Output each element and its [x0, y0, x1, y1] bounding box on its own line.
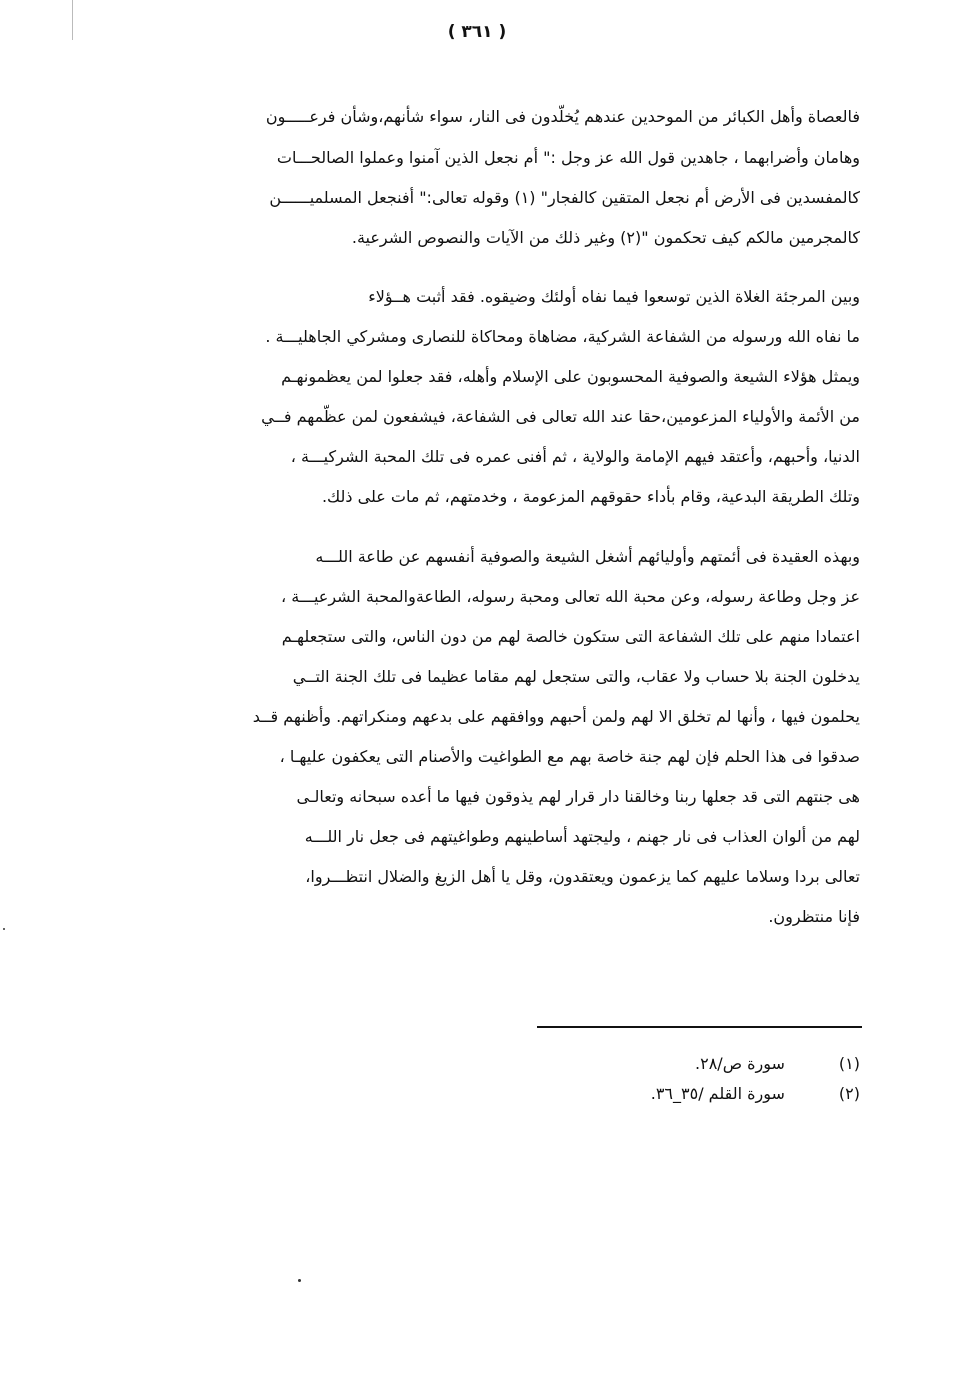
text-line: وبهذه العقيدة فى أئمتهم وأوليائهم أشغل الشيعة والصوفية أنفسهم عن طاعة اللـــه — [315, 547, 860, 566]
text-line: يدخلون الجنة بلا حساب ولا عقاب، والتى ستجعل لهم مقاما عظيما فى تلك الجنة التــي — [292, 667, 860, 686]
footnote-separator — [537, 1026, 862, 1028]
text-line: كالمفسدين فى الأرض أم نجعل المتقين كالفجار" (١) وقوله تعالى:" أفنجعل المسلميــــــن — [269, 188, 860, 207]
text-line: فالعصاة وأهل الكبائر من الموحدين عندهم يُخلّدون فى النار، سواء شأنهم،وشأن فرعـــــون — [265, 107, 860, 126]
text-line: ويمثل هؤلاء الشيعة والصوفية المحسوبون على الإسلام وأهله، فقد جعلوا لمن يعظمونهـم — [281, 367, 860, 386]
text-line: من الأئمة والأولياء المزعومين،حقا عند الله تعالى فى الشفاعة، فيشفعون لمن عظّمهم فــي — [261, 407, 860, 426]
text-line: تعالى بردا وسلاما عليهم كما يزعمون ويعتقدون، وقل يا أهل الزيغ والضلال انتظـــروا، — [305, 867, 860, 886]
text-line: وهامان وأضرابهما ، جاهدين قول الله عز وجل :" أم نجعل الذين آمنوا وعملوا الصالحـــات — [276, 148, 860, 167]
text-line: اعتمادا منهم على تلك الشفاعة التى ستكون خالصة لهم من دون الناس، والتى ستجعلهـم — [281, 627, 860, 646]
footnote — [695, 1052, 860, 1076]
text-line: عز وجل وطاعة رسوله، وعن محبة الله تعالى ومحبة رسوله، الطاعةوالمحبة الشرعيـــة ، — [281, 587, 860, 606]
text-line: فإنا منتظرون. — [768, 907, 860, 926]
footnote-text: سورة ص/٢٨. — [695, 1054, 785, 1073]
text-line: لهم من ألوان العذاب فى نار جهنم ، وليجتهد أساطينهم وطواغيتهم فى جعل نار اللـــه — [304, 827, 860, 846]
scan-edge-mark — [72, 0, 73, 40]
footnote-number: (٢) — [838, 1084, 860, 1103]
text-line: صدقوا فى هذا الحلم فإن لهم جنة خاصة بهم مع الطواغيت والأصنام التى يعكفون عليهـا ، — [279, 747, 860, 766]
text-line: وبين المرجئة الغلاة الذين توسعوا فيما نفاه أولئك وضيقوه. فقد أثبت هــؤلاء — [368, 287, 860, 306]
page-number: ( ٣٦١ ) — [447, 22, 507, 42]
footnote — [651, 1082, 860, 1106]
footnote-number: (١) — [838, 1054, 860, 1073]
footnote-text: سورة القلم /٣٥_٣٦. — [650, 1084, 785, 1103]
text-line: هى جنتهم التى قد جعلها ربنا وخالقنا دار قرار لهم يذوقون فيها ما أعده سبحانه وتعالـى — [296, 787, 860, 806]
text-line: ما نفاه الله ورسوله من الشفاعة الشركية، مضاهاة ومحاكاة للنصارى ومشركي الجاهليـــة . — [265, 327, 860, 346]
scan-speck — [3, 928, 5, 930]
text-line: الدنيا، وأحبهم، وأعتقد فيهم الإمامة والولاية ، ثم أفنى عمره فى تلك المحبة الشركيـــة ، — [290, 447, 860, 466]
text-line: وتلك الطريقة البدعية، وقام بأداء حقوقهم المزعومة ، وخدمتهم، ثم مات على ذلك. — [321, 487, 860, 506]
scan-speck — [298, 1279, 301, 1282]
text-line: كالمجرمين مالكم كيف تحكمون "(٢) وغير ذلك من الآيات والنصوص الشرعية. — [351, 228, 860, 247]
text-line: يحلمون فيها ، وأنها لم تخلق الا لهم ولمن أحبهم ووافقهم على بدعهم ومنكراتهم. وأظنهم قــد — [252, 707, 860, 726]
